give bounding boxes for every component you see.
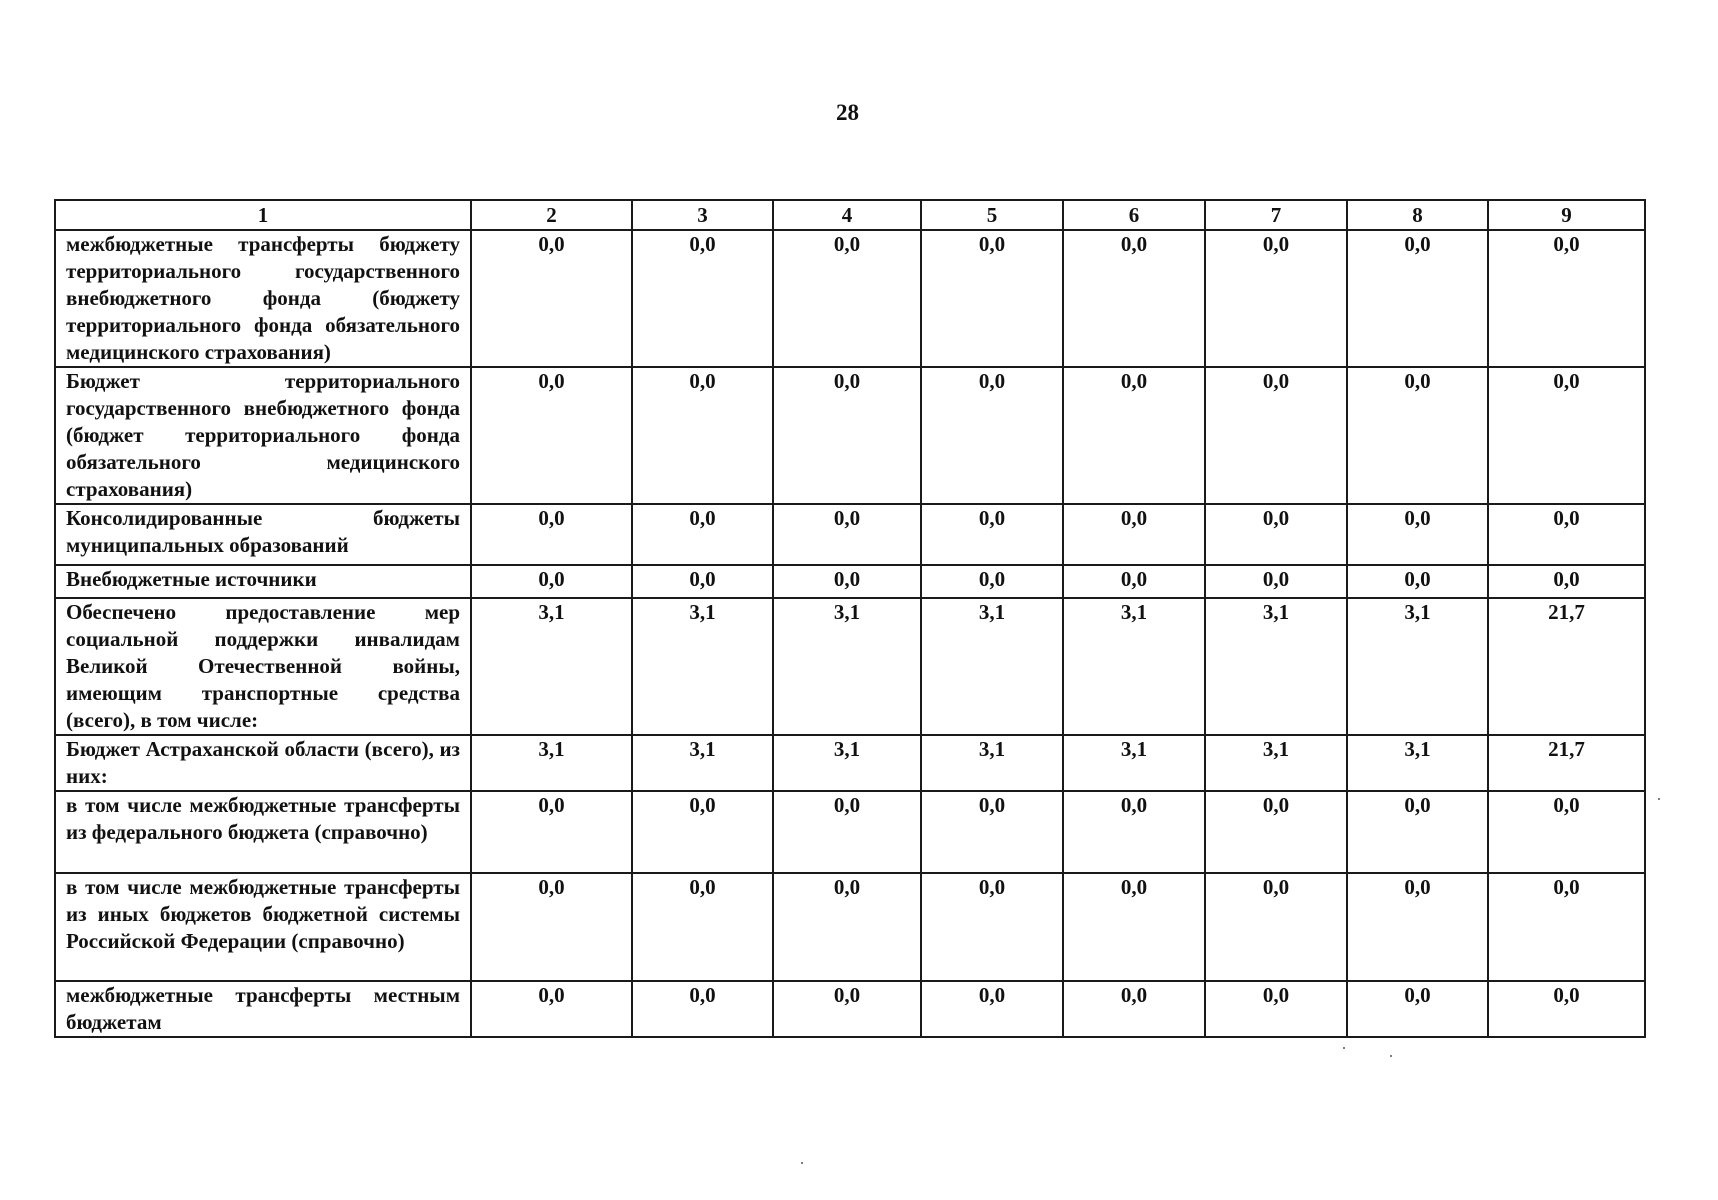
header-row	[55, 200, 1645, 230]
table-row	[55, 504, 1645, 565]
table-cell: 0,0	[1488, 504, 1645, 565]
table-cell: 0,0	[773, 873, 921, 981]
row-label: межбюджетные трансферты местным бюджетам	[55, 981, 471, 1037]
column-header: 8	[1347, 200, 1488, 230]
table-cell: 0,0	[1488, 873, 1645, 981]
table-cell: 0,0	[1347, 230, 1488, 367]
column-header: 2	[471, 200, 632, 230]
row-label: межбюджетные трансферты бюджету территориального государственного внебюджетного фонда (бюджету территориального фонда обязательного медицинского страхования)	[55, 230, 471, 367]
table-cell: 0,0	[632, 504, 773, 565]
table-cell: 0,0	[1063, 873, 1205, 981]
table-cell: 0,0	[921, 791, 1063, 873]
table-cell: 0,0	[1488, 565, 1645, 598]
table-cell: 0,0	[1347, 981, 1488, 1037]
table-cell: 21,7	[1488, 735, 1645, 791]
table-cell: 3,1	[632, 735, 773, 791]
table-cell: 0,0	[921, 873, 1063, 981]
row-label: Бюджет Астраханской области (всего), из них:	[55, 735, 471, 791]
table-cell: 21,7	[1488, 598, 1645, 735]
scan-speck	[1658, 798, 1660, 800]
table-cell: 0,0	[1347, 873, 1488, 981]
table-cell: 3,1	[1205, 735, 1347, 791]
table-cell: 0,0	[921, 565, 1063, 598]
table-cell: 0,0	[1205, 565, 1347, 598]
table-cell: 3,1	[1347, 598, 1488, 735]
table-cell: 0,0	[632, 230, 773, 367]
scan-speck	[1390, 1055, 1392, 1057]
table-row	[55, 367, 1645, 504]
table-cell: 0,0	[773, 791, 921, 873]
table-cell: 3,1	[1063, 735, 1205, 791]
table-cell: 0,0	[1347, 565, 1488, 598]
table-cell: 0,0	[773, 230, 921, 367]
column-header: 6	[1063, 200, 1205, 230]
table-cell: 0,0	[632, 873, 773, 981]
table-cell: 0,0	[1205, 791, 1347, 873]
table-cell: 0,0	[773, 981, 921, 1037]
row-label: Внебюджетные источники	[55, 565, 471, 598]
table-cell: 0,0	[921, 981, 1063, 1037]
table-cell: 0,0	[1205, 367, 1347, 504]
table-cell: 0,0	[471, 791, 632, 873]
table-cell: 0,0	[1205, 873, 1347, 981]
table-cell: 0,0	[1063, 367, 1205, 504]
table-cell: 0,0	[921, 367, 1063, 504]
table-cell: 0,0	[471, 230, 632, 367]
row-label: Консолидированные бюджеты муниципальных образований	[55, 504, 471, 565]
table-cell: 0,0	[773, 504, 921, 565]
page-number: 28	[836, 100, 859, 125]
table-cell: 3,1	[1205, 598, 1347, 735]
row-label: в том числе межбюджетные трансферты из иных бюджетов бюджетной системы Российской Федерации (справочно)	[55, 873, 471, 981]
table-cell: 0,0	[1063, 504, 1205, 565]
table-row	[55, 981, 1645, 1037]
table-cell: 0,0	[1063, 981, 1205, 1037]
column-header: 5	[921, 200, 1063, 230]
table-cell: 3,1	[471, 735, 632, 791]
table-cell: 0,0	[1063, 230, 1205, 367]
table-cell: 3,1	[1063, 598, 1205, 735]
table-cell: 0,0	[1488, 230, 1645, 367]
table-cell: 0,0	[632, 981, 773, 1037]
row-label: Бюджет территориального государственного внебюджетного фонда (бюджет территориального фонда обязательного медицинского страхования)	[55, 367, 471, 504]
budget-table	[54, 199, 1646, 1038]
table-row	[55, 735, 1645, 791]
table-cell: 0,0	[1063, 791, 1205, 873]
table-cell: 0,0	[773, 367, 921, 504]
row-label: в том числе межбюджетные трансферты из федерального бюджета (справочно)	[55, 791, 471, 873]
table-cell: 0,0	[1488, 791, 1645, 873]
scan-speck	[801, 1162, 803, 1164]
table-row	[55, 873, 1645, 981]
table-row	[55, 230, 1645, 367]
table-cell: 0,0	[1205, 981, 1347, 1037]
table-cell: 0,0	[632, 565, 773, 598]
table-cell: 3,1	[773, 735, 921, 791]
table-cell: 0,0	[1488, 367, 1645, 504]
table-cell: 3,1	[921, 735, 1063, 791]
table-cell: 0,0	[632, 791, 773, 873]
table-cell: 0,0	[1347, 791, 1488, 873]
table-row	[55, 791, 1645, 873]
table-row	[55, 565, 1645, 598]
table-cell: 0,0	[471, 504, 632, 565]
table-cell: 3,1	[921, 598, 1063, 735]
table-cell: 0,0	[773, 565, 921, 598]
table-cell: 0,0	[471, 367, 632, 504]
table-cell: 0,0	[1488, 981, 1645, 1037]
row-label: Обеспечено предоставление мер социальной поддержки инвалидам Великой Отечественной войны, имеющим транспортные средства (всего), в том числе:	[55, 598, 471, 735]
column-header: 9	[1488, 200, 1645, 230]
table-cell: 3,1	[632, 598, 773, 735]
table-cell: 3,1	[773, 598, 921, 735]
table-cell: 0,0	[471, 565, 632, 598]
table-cell: 3,1	[1347, 735, 1488, 791]
table-cell: 0,0	[632, 367, 773, 504]
table-cell: 0,0	[1205, 504, 1347, 565]
column-header: 1	[55, 200, 471, 230]
table-row	[55, 598, 1645, 735]
table-cell: 3,1	[471, 598, 632, 735]
table-cell: 0,0	[1205, 230, 1347, 367]
table-cell: 0,0	[1063, 565, 1205, 598]
table-cell: 0,0	[471, 981, 632, 1037]
table-cell: 0,0	[921, 230, 1063, 367]
table-cell: 0,0	[1347, 504, 1488, 565]
table-cell: 0,0	[471, 873, 632, 981]
column-header: 4	[773, 200, 921, 230]
table-cell: 0,0	[921, 504, 1063, 565]
column-header: 7	[1205, 200, 1347, 230]
table-cell: 0,0	[1347, 367, 1488, 504]
column-header: 3	[632, 200, 773, 230]
scan-speck	[1343, 1047, 1345, 1049]
